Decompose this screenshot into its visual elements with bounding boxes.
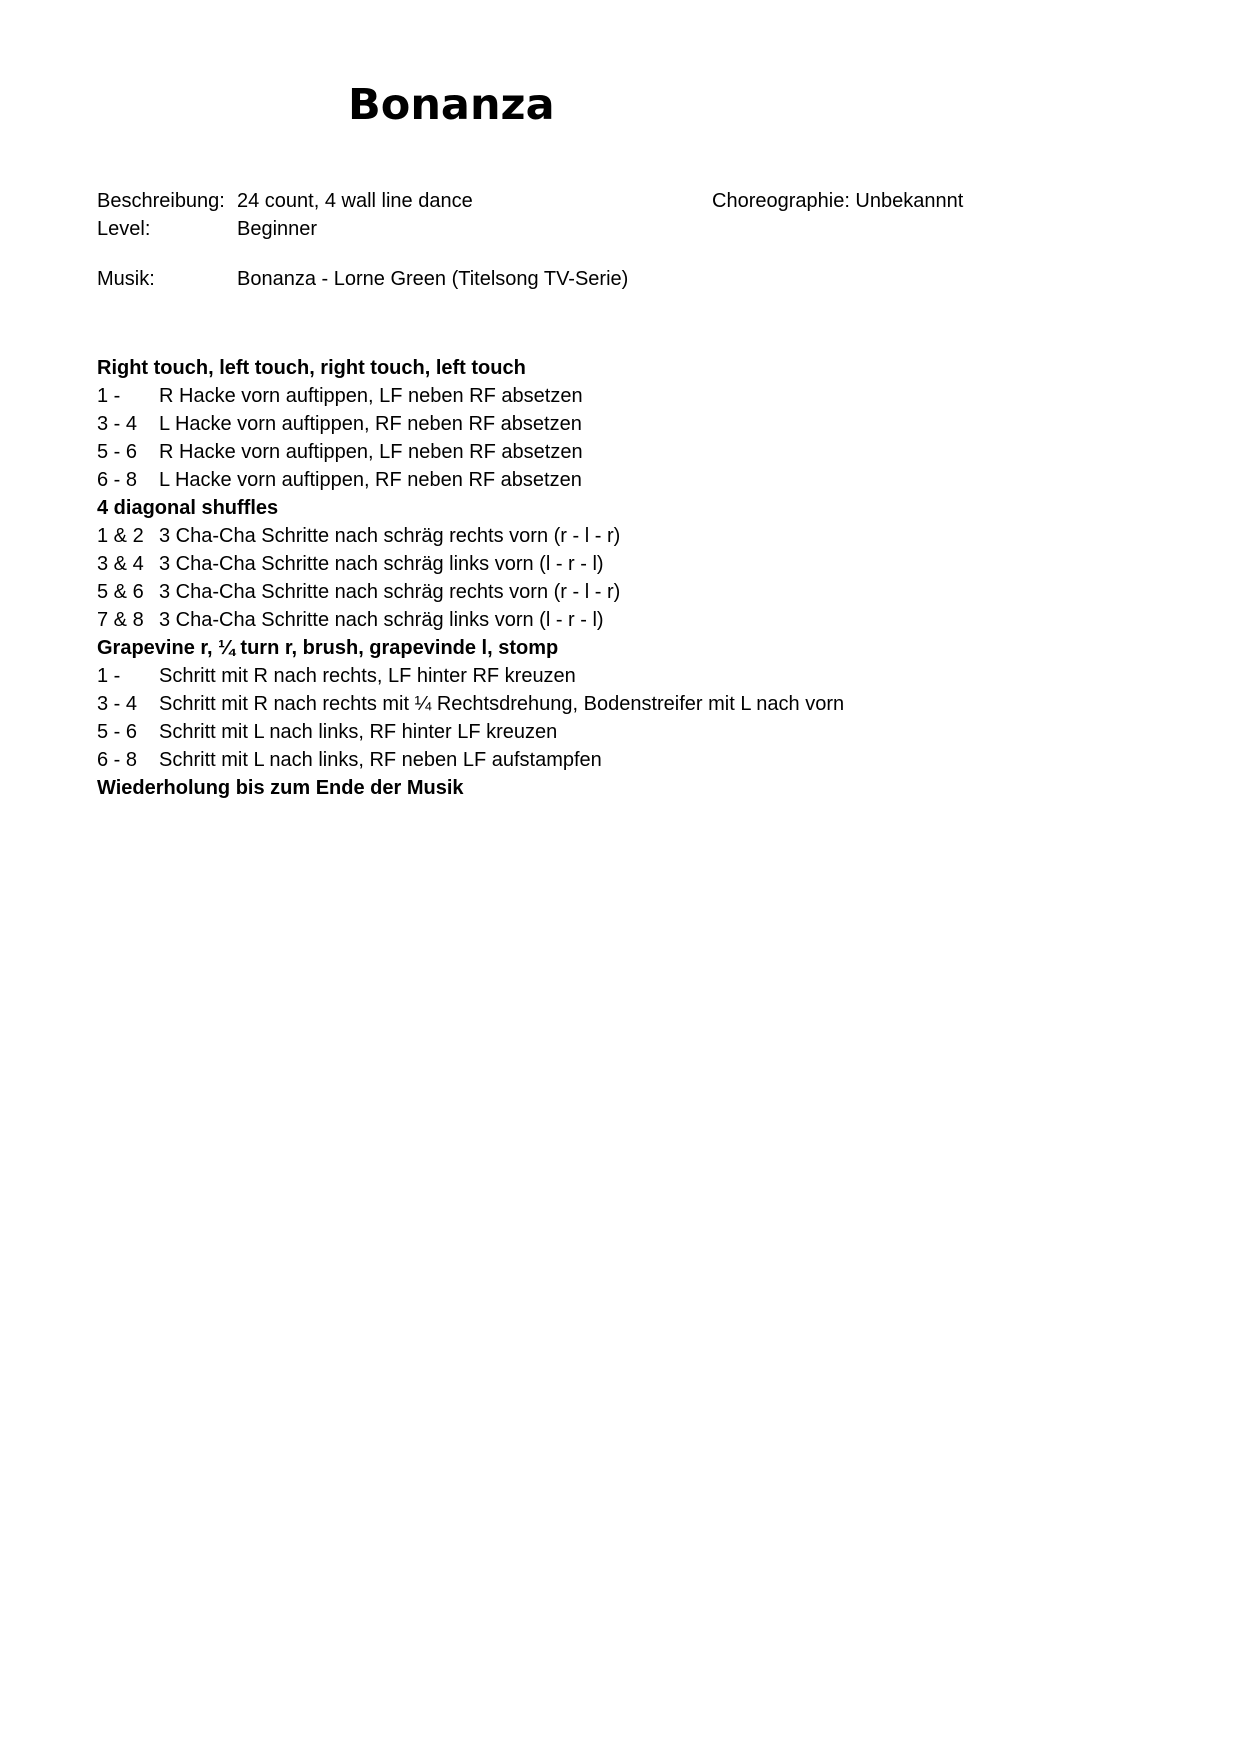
- step-count: 3 - 4: [97, 413, 138, 435]
- section-heading: Grapevine r, ¼ turn r, brush, grapevinde l, stomp: [97, 637, 559, 659]
- step-count: 3 & 4: [97, 553, 144, 575]
- step-count: 1 -: [97, 385, 121, 407]
- step-line: [97, 382, 1097, 410]
- section-heading: Right touch, left touch, right touch, left touch: [97, 357, 526, 379]
- level-value: Beginner: [237, 218, 318, 240]
- step-description: 3 Cha-Cha Schritte nach schräg rechts vorn (r - l - r): [159, 525, 621, 547]
- step-line: [97, 438, 1097, 466]
- step-description: L Hacke vorn auftippen, RF neben RF absetzen: [159, 469, 582, 491]
- music-label: Musik:: [97, 268, 155, 290]
- step-description: R Hacke vorn auftippen, LF neben RF absetzen: [159, 385, 583, 407]
- step-list: [97, 354, 1097, 802]
- step-count: 1 & 2: [97, 525, 144, 547]
- step-line: [97, 606, 1097, 634]
- step-count: 6 - 8: [97, 469, 138, 491]
- step-description: R Hacke vorn auftippen, LF neben RF absetzen: [159, 441, 583, 463]
- step-line: [97, 746, 1097, 774]
- step-line: [97, 522, 1097, 550]
- section-heading: Wiederholung bis zum Ende der Musik: [97, 777, 464, 799]
- step-line: [97, 690, 1097, 718]
- step-description: 3 Cha-Cha Schritte nach schräg links vorn (l - r - l): [159, 609, 604, 631]
- step-description: Schritt mit L nach links, RF hinter LF kreuzen: [159, 721, 558, 743]
- step-count: 3 - 4: [97, 693, 138, 715]
- step-line: [97, 550, 1097, 578]
- step-count: 5 - 6: [97, 441, 138, 463]
- step-description: Schritt mit R nach rechts, LF hinter RF kreuzen: [159, 665, 576, 687]
- step-count: 7 & 8: [97, 609, 144, 631]
- step-count: 5 & 6: [97, 581, 144, 603]
- choreography-text: Choreographie: Unbekannnt: [712, 190, 964, 212]
- step-count: 5 - 6: [97, 721, 138, 743]
- step-count: 1 -: [97, 665, 121, 687]
- section-heading: 4 diagonal shuffles: [97, 497, 279, 519]
- step-line: [97, 410, 1097, 438]
- step-description: Schritt mit L nach links, RF neben LF aufstampfen: [159, 749, 602, 771]
- level-label: Level:: [97, 218, 151, 240]
- step-description: 3 Cha-Cha Schritte nach schräg rechts vorn (r - l - r): [159, 581, 621, 603]
- step-line: [97, 578, 1097, 606]
- description-value: 24 count, 4 wall line dance: [237, 190, 473, 212]
- step-count: 6 - 8: [97, 749, 138, 771]
- document-title: Bonanza: [348, 80, 555, 130]
- step-line: [97, 662, 1097, 690]
- step-line: [97, 718, 1097, 746]
- description-label: Beschreibung:: [97, 190, 225, 212]
- step-description: L Hacke vorn auftippen, RF neben RF absetzen: [159, 413, 582, 435]
- step-line: [97, 466, 1097, 494]
- music-value: Bonanza - Lorne Green (Titelsong TV-Serie): [237, 268, 629, 290]
- step-description: 3 Cha-Cha Schritte nach schräg links vorn (l - r - l): [159, 553, 604, 575]
- step-description: Schritt mit R nach rechts mit ¼ Rechtsdrehung, Bodenstreifer mit L nach vorn: [159, 693, 845, 715]
